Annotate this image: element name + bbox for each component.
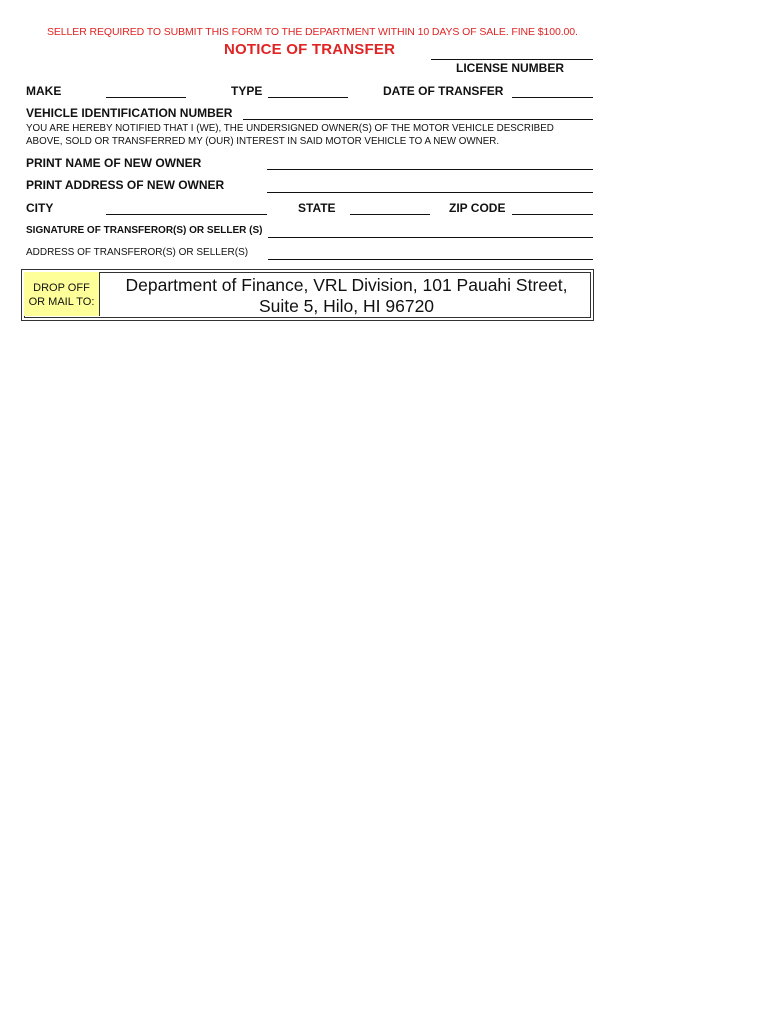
vin-line[interactable] [243,119,593,120]
new-owner-address-line[interactable] [267,192,593,193]
address-line-1: Department of Finance, VRL Division, 101 Pauahi Street, [125,275,568,295]
license-number-line[interactable] [431,59,593,60]
new-owner-name-line[interactable] [267,169,593,170]
type-line[interactable] [268,97,348,98]
drop-off-label [24,272,100,316]
address-line-2: Suite 5, Hilo, HI 96720 [258,296,435,316]
license-number-label: LICENSE NUMBER [456,61,565,75]
make-line[interactable] [106,97,186,98]
seller-address-line[interactable] [268,259,593,260]
city-label: CITY [26,201,54,215]
fine-notice: SELLER REQUIRED TO SUBMIT THIS FORM TO THE DEPARTMENT WITHIN 10 DAYS OF SALE. FINE $100.00. [47,26,578,38]
drop-off-line-2: OR MAIL TO: [28,296,95,308]
drop-off-line-1: DROP OFF [33,282,90,294]
transfer-statement [26,122,594,148]
type-label: TYPE [231,84,263,98]
date-of-transfer-line[interactable] [512,97,593,98]
date-of-transfer-label: DATE OF TRANSFER [383,84,504,98]
statement-line-1: YOU ARE HEREBY NOTIFIED THAT I (WE), THE UNDERSIGNED OWNER(S) OF THE MOTOR VEHICLE DESCRIBED [26,123,554,134]
state-line[interactable] [350,214,430,215]
statement-line-2: ABOVE, SOLD OR TRANSFERRED MY (OUR) INTEREST IN SAID MOTOR VEHICLE TO A NEW OWNER. [26,136,500,147]
vin-label: VEHICLE IDENTIFICATION NUMBER [26,106,233,120]
new-owner-address-label: PRINT ADDRESS OF NEW OWNER [26,178,225,192]
seller-address-label: ADDRESS OF TRANSFEROR(S) OR SELLER(S) [26,247,249,258]
make-label: MAKE [26,84,62,98]
zip-code-line[interactable] [512,214,593,215]
zip-code-label: ZIP CODE [449,201,506,215]
new-owner-name-label: PRINT NAME OF NEW OWNER [26,156,202,170]
mailing-address [102,272,591,321]
form-title: NOTICE OF TRANSFER [224,41,396,58]
seller-signature-line[interactable] [268,237,593,238]
seller-signature-label: SIGNATURE OF TRANSFEROR(S) OR SELLER (S) [26,225,263,236]
mailing-box [21,269,594,321]
state-label: STATE [298,201,336,215]
city-line[interactable] [106,214,267,215]
